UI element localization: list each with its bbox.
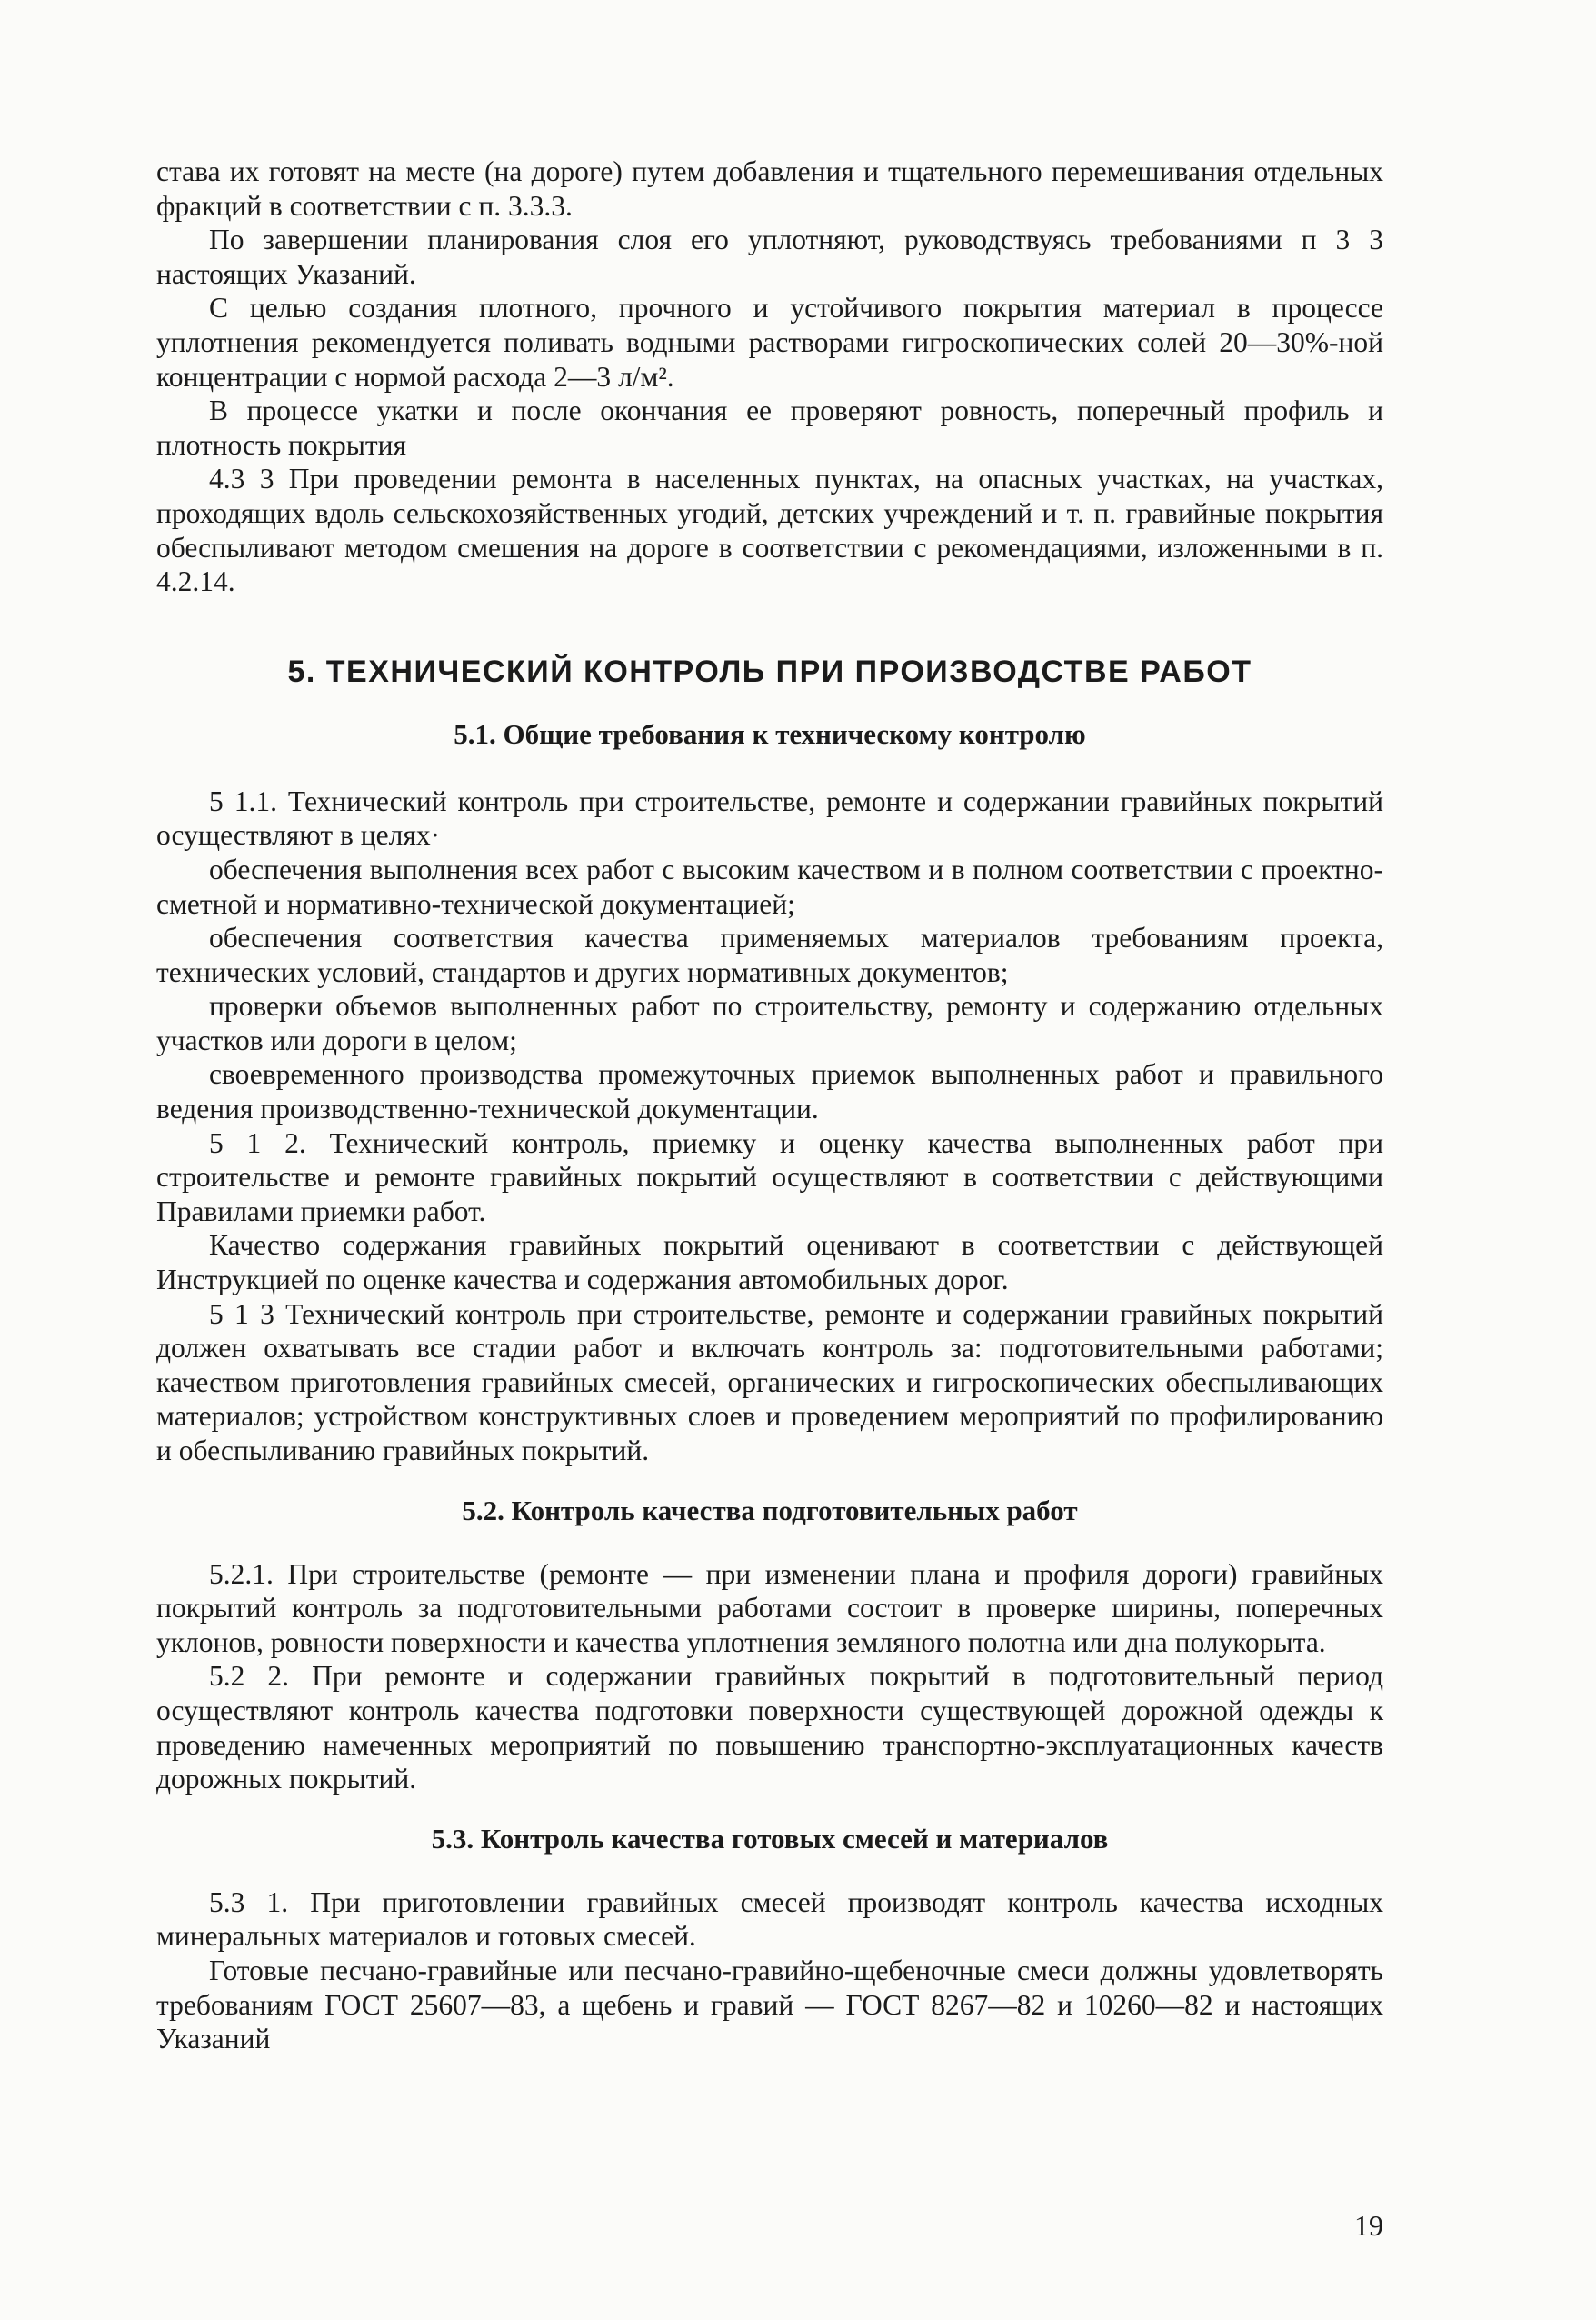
- document-page: [156, 155, 1383, 2056]
- goal-item: проверки объемов выполненных работ по строительству, ремонту и содержанию отдельных участков или дороги в целом;: [156, 990, 1383, 1056]
- paragraph-4-3-3: 4.3 3 При проведении ремонта в населенных пунктах, на опасных участках, на участках, проходящих вдоль сельскохозяйственных угодий, детских учреждений и т. п. гравийные покрытия обеспыливают методом смешения на дороге в соответствии с рекомендациями, изложенными в п. 4.2.14.: [156, 463, 1383, 598]
- page-number: 19: [1354, 2209, 1383, 2242]
- chapter-5-title: 5. ТЕХНИЧЕСКИЙ КОНТРОЛЬ ПРИ ПРОИЗВОДСТВЕ РАБОТ: [287, 654, 1252, 689]
- paragraph-compaction: По завершении планирования слоя его уплотняют, руководствуясь требованиями п 3 3 настоящих Указаний.: [156, 224, 1383, 290]
- paragraph-5-2-2: 5.2 2. При ремонте и содержании гравийных покрытий в подготовительный период осуществляют контроль качества подготовки поверхности существующей дорожной одежды к проведению намеченных мероприятий по повышению транспортно-эксплуатационных качеств дорожных покрытий.: [156, 1660, 1383, 1795]
- paragraph-5-1-2-maintenance: Качество содержания гравийных покрытий оценивают в соответствии с действующей Инструкцией по оценке качества и содержания автомобильных дорог.: [156, 1229, 1383, 1296]
- section-5-1-title: 5.1. Общие требования к техническому контролю: [454, 717, 1086, 750]
- section-5-2-title: 5.2. Контроль качества подготовительных работ: [462, 1494, 1078, 1526]
- paragraph-hygroscopic-salts: С целью создания плотного, прочного и устойчивого покрытия материал в процессе уплотнения рекомендуется поливать водными растворами гигроскопических солей 20—30%-ной концентрации с нормой расхода 2—3 л/м².: [156, 292, 1383, 393]
- paragraph-rolling-check: В процессе укатки и после окончания ее проверяют ровность, поперечный профиль и плотность покрытия: [156, 395, 1383, 461]
- goal-item: своевременного производства промежуточных приемок выполненных работ и правильного ведения производственно-технической документации.: [156, 1058, 1383, 1125]
- paragraph-5-1-2: 5 1 2. Технический контроль, приемку и оценку качества выполненных работ при строительстве и ремонте гравийных покрытий осуществляют в соответствии с действующими Правилами приемки работ.: [156, 1126, 1383, 1227]
- paragraph-5-3-1-gost: Готовые песчано-гравийные или песчано-гравийно-щебеночные смеси должны удовлетворять требованиям ГОСТ 25607—83, а щебень и гравий — ГОСТ 8267—82 и 10260—82 и настоящих Указаний: [156, 1954, 1383, 2055]
- paragraph-intro-continuation: става их готовят на месте (на дороге) путем добавления и тщательного перемешивания отдельных фракций в соответствии с п. 3.3.3.: [156, 155, 1383, 222]
- paragraph-5-2-1: 5.2.1. При строительстве (ремонте — при изменении плана и профиля дороги) гравийных покрытий контроль за подготовительными работами состоит в проверке ширины, поперечных уклонов, ровности поверхности и качества уплотнения земляного полотна или дна полукорыта.: [156, 1557, 1383, 1658]
- section-5-3-title: 5.3. Контроль качества готовых смесей и материалов: [431, 1822, 1109, 1855]
- paragraph-5-3-1: 5.3 1. При приготовлении гравийных смесей производят контроль качества исходных минеральных материалов и готовых смесей.: [156, 1885, 1383, 1953]
- paragraph-5-1-3: 5 1 3 Технический контроль при строительстве, ремонте и содержании гравийных покрытий должен охватывать все стадии работ и включать контроль за: подготовительными работами; качеством приготовления гравийных смесей, органических и гигроскопических обеспыливающих материалов; устройством конструктивных слоев и проведением мероприятий по профилированию и обеспыливанию гравийных покрытий.: [156, 1297, 1383, 1466]
- goal-item: обеспечения соответствия качества применяемых материалов требованиям проекта, технических условий, стандартов и других нормативных документов;: [156, 922, 1383, 988]
- goal-item: обеспечения выполнения всех работ с высоким качеством и в полном соответствии с проектно-сметной и нормативно-технической документацией;: [156, 853, 1383, 920]
- paragraph-5-1-1: 5 1.1. Технический контроль при строительстве, ремонте и содержании гравийных покрытий осуществляют в целях·: [156, 785, 1383, 852]
